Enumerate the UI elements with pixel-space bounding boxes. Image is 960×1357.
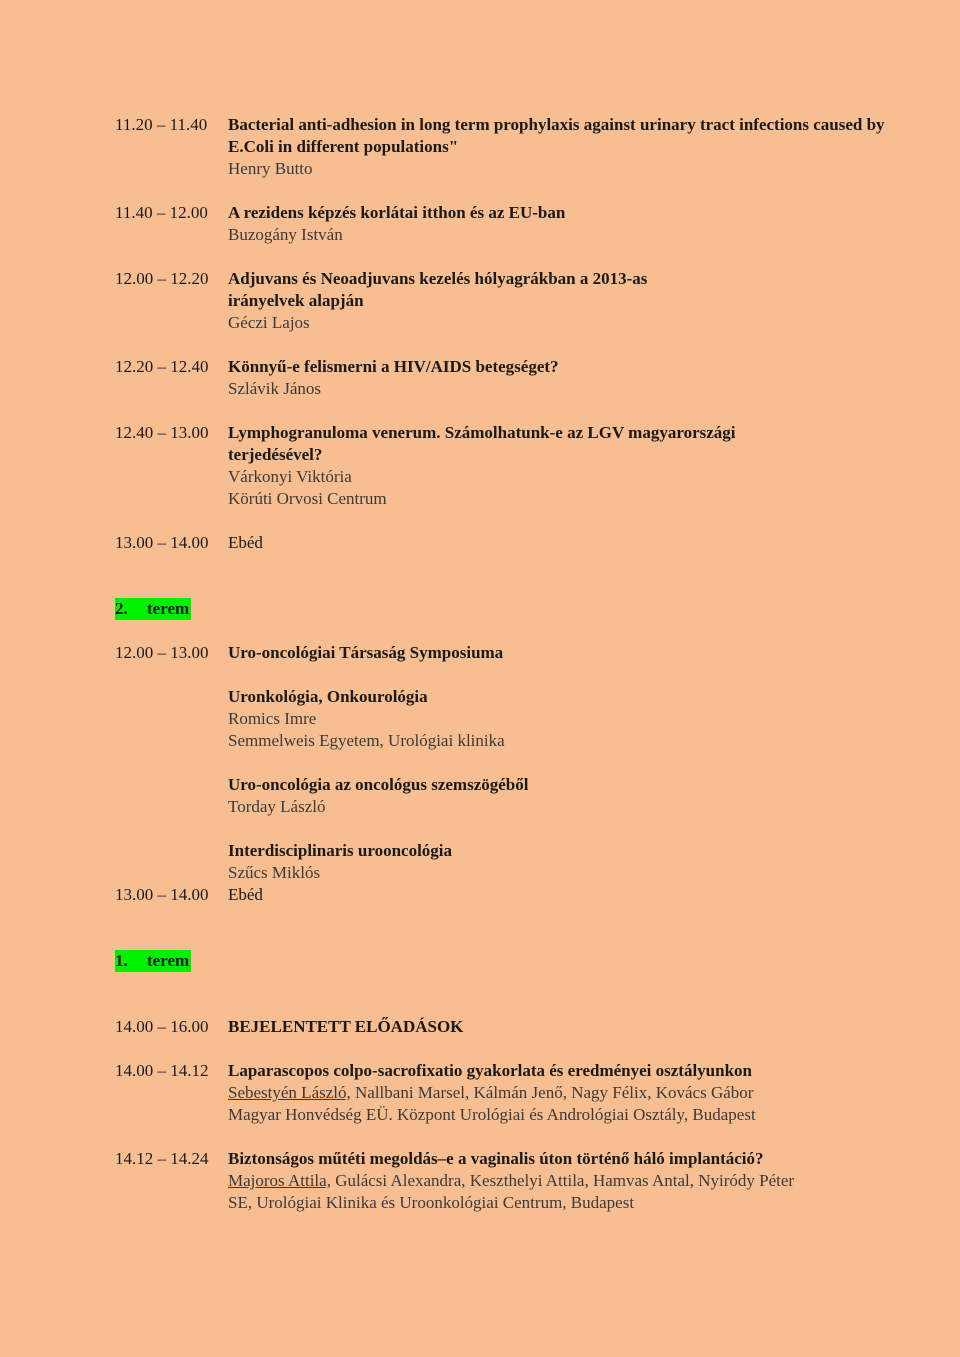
section-header xyxy=(115,1016,895,1038)
institution: Körúti Orvosi Centrum xyxy=(228,489,387,508)
time-slot: 12.40 – 13.00 xyxy=(115,423,209,442)
presenter: Majoros Attila, xyxy=(228,1171,331,1190)
section-title: BEJELENTETT ELŐADÁSOK xyxy=(228,1017,464,1036)
program-page xyxy=(115,114,895,1214)
time-slot: 11.20 – 11.40 xyxy=(115,115,208,134)
talk-title: Lymphogranuloma venerum. Számolhatunk-e az LGV magyarországi terjedésével? xyxy=(228,423,736,464)
talk-title: Uro-oncológia az oncológus szemszögéből xyxy=(228,775,529,794)
time-slot: 14.00 – 14.12 xyxy=(115,1061,209,1080)
speaker: Szlávik János xyxy=(228,379,322,398)
program-item xyxy=(115,114,895,180)
presenter: Sebestyén László, xyxy=(228,1083,351,1102)
authors: Gulácsi Alexandra, Keszthelyi Attila, Hamvas Antal, Nyiródy Péter xyxy=(330,1171,795,1190)
break-label: Ebéd xyxy=(228,533,263,552)
program-item xyxy=(115,1148,895,1214)
talk-title: Laparascopos colpo-sacrofixatio gyakorlata és eredményei osztályunkon xyxy=(228,1061,752,1080)
room-number: 2. xyxy=(115,599,128,618)
symposium-talk xyxy=(115,774,895,818)
authors: Nallbani Marsel, Kálmán Jenő, Nagy Félix, Kovács Gábor xyxy=(350,1083,754,1102)
institution: SE, Urológiai Klinika és Uroonkológiai Centrum, Budapest xyxy=(228,1193,635,1212)
talk-title: Biztonságos műtéti megoldás–e a vaginalis úton történő háló implantáció? xyxy=(228,1149,764,1168)
time-slot: 13.00 – 14.00 xyxy=(115,533,209,552)
speaker: Géczi Lajos xyxy=(228,313,310,332)
talk-title: Bacterial anti-adhesion in long term prophylaxis against urinary tract infections caused by E.Coli in different populations" xyxy=(228,115,885,156)
speaker: Henry Butto xyxy=(228,159,313,178)
institution: Magyar Honvédség EÜ. Központ Urológiai és Andrológiai Osztály, Budapest xyxy=(228,1105,756,1124)
time-slot: 14.12 – 14.24 xyxy=(115,1149,209,1168)
talk-title: Adjuvans és Neoadjuvans kezelés hólyagrákban a 2013-as irányelvek alapján xyxy=(228,269,648,310)
talk-title: Interdisciplinaris urooncológia xyxy=(228,841,453,860)
program-item xyxy=(115,356,895,400)
talk-title: Könnyű-e felismerni a HIV/AIDS betegséget? xyxy=(228,357,559,376)
lunch-break xyxy=(115,532,895,554)
speaker: Romics Imre xyxy=(228,709,317,728)
speaker: Szűcs Miklós xyxy=(228,863,321,882)
time-slot: 13.00 – 14.00 xyxy=(115,885,209,904)
program-item xyxy=(115,1060,895,1126)
room-heading xyxy=(115,950,895,972)
speaker: Várkonyi Viktória xyxy=(228,467,352,486)
talk-title: A rezidens képzés korlátai itthon és az EU-ban xyxy=(228,203,566,222)
talk-title: Uronkológia, Onkourológia xyxy=(228,687,428,706)
symposium-header xyxy=(115,642,895,664)
speaker: Torday László xyxy=(228,797,326,816)
room-label: terem xyxy=(147,951,190,970)
time-slot: 12.00 – 13.00 xyxy=(115,643,209,662)
time-slot: 12.00 – 12.20 xyxy=(115,269,209,288)
symposium-talk xyxy=(115,686,895,752)
program-item xyxy=(115,202,895,246)
room-number: 1. xyxy=(115,951,128,970)
program-item xyxy=(115,422,895,510)
time-slot: 14.00 – 16.00 xyxy=(115,1017,209,1036)
lunch-break xyxy=(115,884,895,906)
program-item xyxy=(115,268,895,334)
break-label: Ebéd xyxy=(228,885,263,904)
room-heading xyxy=(115,598,895,620)
symposium-talk xyxy=(115,840,895,884)
time-slot: 12.20 – 12.40 xyxy=(115,357,209,376)
institution: Semmelweis Egyetem, Urológiai klinika xyxy=(228,731,505,750)
symposium-title: Uro-oncológiai Társaság Symposiuma xyxy=(228,643,504,662)
time-slot: 11.40 – 12.00 xyxy=(115,203,208,222)
speaker: Buzogány István xyxy=(228,225,343,244)
room-label: terem xyxy=(147,599,190,618)
